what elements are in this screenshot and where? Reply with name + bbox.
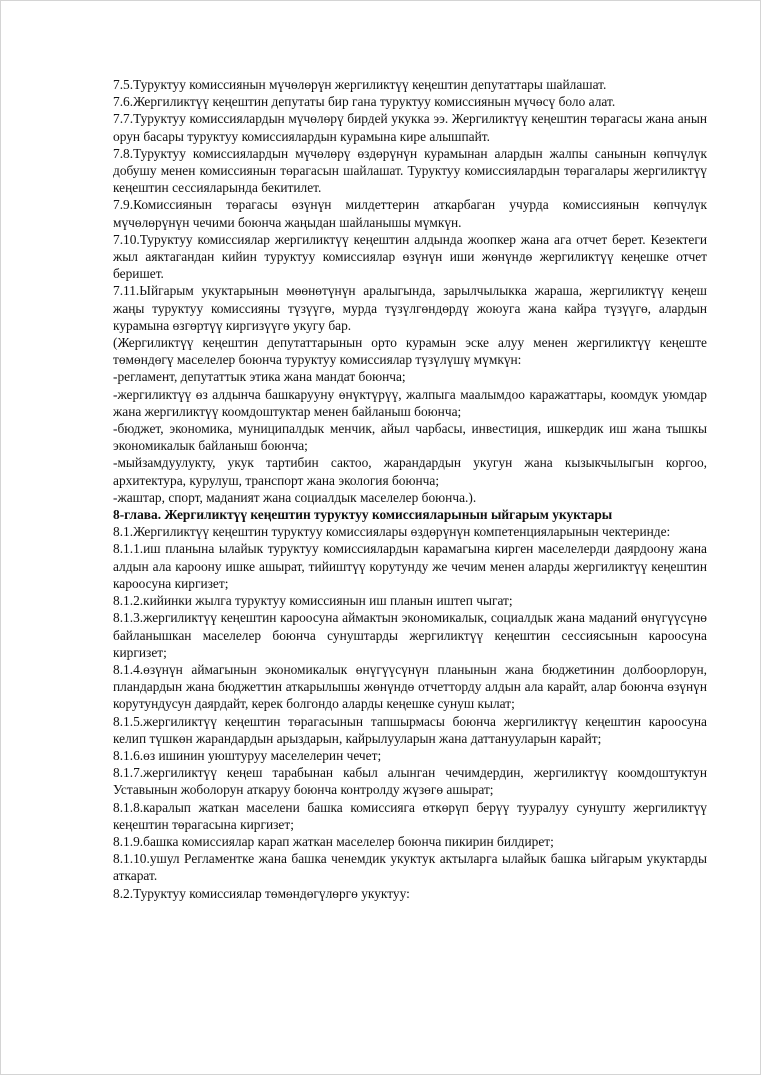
paragraph: 8.1.4.өзүнүн аймагынын экономикалык өнүгүүсүнүн планынын жана бюджетинин долбоорлорун, пландардын жана бюджеттин аткарылышы жөнүндө отчетторду алдын ала карайт, алар боюнча өзүнүн корутундусун даярдайт, керек болгондо аларды кеңешке сунуш кылат; <box>113 661 707 712</box>
paragraph: 8.1.9.башка комиссиялар карап жаткан маселелер боюнча пикирин билдирет; <box>113 833 554 849</box>
chapter-heading: 8-глава. Жергиликтүү кеңештин туруктуу комиссияларынын ыйгарым укуктары <box>113 507 613 523</box>
paragraph: -жаштар, спорт, маданият жана социалдык маселелер боюнча.). <box>113 489 477 505</box>
document-body <box>113 76 707 902</box>
paragraph: 7.6.Жергиликтүү кеңештин депутаты бир гана туруктуу комиссиянын мүчөсү боло алат. <box>113 94 616 110</box>
paragraph: -мыйзамдуулукту, укук тартибин сактоо, жарандардын укугун жана кызыкчылыгын коргоо, архитектура, курулуш, транспорт жана экология боюнча; <box>113 455 707 488</box>
paragraph: 7.10.Туруктуу комиссиялар жергиликтүү кеңештин алдында жоопкер жана ага отчет берет. Кезектеги жыл аяктагандан кийин туруктуу комиссиялар өзүнүн иши жөнүндө жергиликтүү кеңешке отчет беришет. <box>113 231 707 282</box>
paragraph: 7.7.Туруктуу комиссиялардын мүчөлөрү бирдей укукка ээ. Жергиликтүү кеңештин төрагасы жана анын орун басары туруктуу комиссиялардын курамына кире алышпайт. <box>113 111 707 144</box>
paragraph: 8.1.8.каралып жаткан маселени башка комиссияга өткөрүп берүү тууралуу сунушту жергиликтүү кеңештин төрагасына киргизет; <box>113 799 707 832</box>
paragraph: 8.1.Жергиликтүү кеңештин туруктуу комиссиялары өздөрүнүн компетенцияларынын чектеринде: <box>113 524 671 540</box>
paragraph: 8.2.Туруктуу комиссиялар төмөндөгүлөргө укуктуу: <box>113 885 410 901</box>
paragraph: 8.1.1.иш планына ылайык туруктуу комиссиялардын карамагына кирген маселелерди даярдоону жана алдын ала кароону ишке ашырат, тийиштүү корутунду же чечим менен аларды жергиликтүү кеңештин кароосуна киргизет; <box>113 541 707 591</box>
paragraph: -регламент, депутаттык этика жана мандат боюнча; <box>113 369 406 385</box>
paragraph: 8.1.6.өз ишинин уюштуруу маселелерин чечет; <box>113 747 382 763</box>
paragraph: -жергиликтүү өз алдынча башкарууну өнүктүрүү, жалпыга маалымдоо каражаттары, коомдук уюмдар жана жергиликтүү коомдоштуктар менен байланыш боюнча; <box>113 386 707 419</box>
paragraph: 8.1.2.кийинки жылга туруктуу комиссиянын иш планын иштеп чыгат; <box>113 593 513 609</box>
paragraph: 7.11.Ыйгарым укуктарынын мөөнөтүнүн аралыгында, зарылчылыкка жараша, жергиликтүү кеңеш жаңы туруктуу комиссияны түзүүгө, мурда түзүлгөндөрдү жоюуга жана кайра түзүүгө, алардын курамына өзгөртүү киргизүүгө укугу бар. <box>113 283 707 333</box>
paragraph: 8.1.5.жергиликтүү кеңештин төрагасынын тапшырмасы боюнча жергиликтүү кеңештин кароосуна келип түшкөн жарандардын арыздарын, кайрылууларын жана даттанууларын карайт; <box>113 713 707 746</box>
paragraph: 7.9.Комиссиянын төрагасы өзүнүн милдеттерин аткарбаган учурда комиссиянын көпчүлүк мүчөлөрүнүн чечими боюнча жаңыдан шайланышы мүмкүн. <box>113 197 707 230</box>
paragraph: 8.1.7.жергиликтүү кеңеш тарабынан кабыл алынган чечимдердин, жергиликтүү коомдоштуктун Уставынын жоболорун аткаруу боюнча контролду жүзөгө ашырат; <box>113 765 707 798</box>
paragraph: -бюджет, экономика, муниципалдык менчик, айыл чарбасы, инвестиция, ишкердик иш жана тышкы экономикалык байланыш боюнча; <box>113 421 707 454</box>
paragraph: 8.1.3.жергиликтүү кеңештин кароосуна аймактын экономикалык, социалдык жана маданий өнүгүүсүнө байланышкан маселелер боюнча сунуштарды жергиликтүү кеңештин сессиясынын кароосуна киргизет; <box>113 610 707 660</box>
paragraph: 7.5.Туруктуу комиссиянын мүчөлөрүн жергиликтүү кеңештин депутаттары шайлашат. <box>113 77 607 92</box>
paragraph: 8.1.10.ушул Регламентке жана башка ченемдик укуктук актыларга ылайык башка ыйгарым укуктарды аткарат. <box>113 851 707 884</box>
paragraph: 7.8.Туруктуу комиссиялардын мүчөлөрү өздөрүнүн курамынан алардын жалпы санынын көпчүлүк добушу менен комиссиянын төрагасын шайлашат. Туруктуу комиссиялардын төрагалары жергиликтүү кеңештин сессияларында бекитилет. <box>113 145 707 196</box>
paragraph: (Жергиликтүү кеңештин депутаттарынын орто курамын эске алуу менен жергиликтүү кеңеште төмөндөгү маселелер боюнча туруктуу комиссиялар түзүлүшү мүмкүн: <box>113 335 707 368</box>
